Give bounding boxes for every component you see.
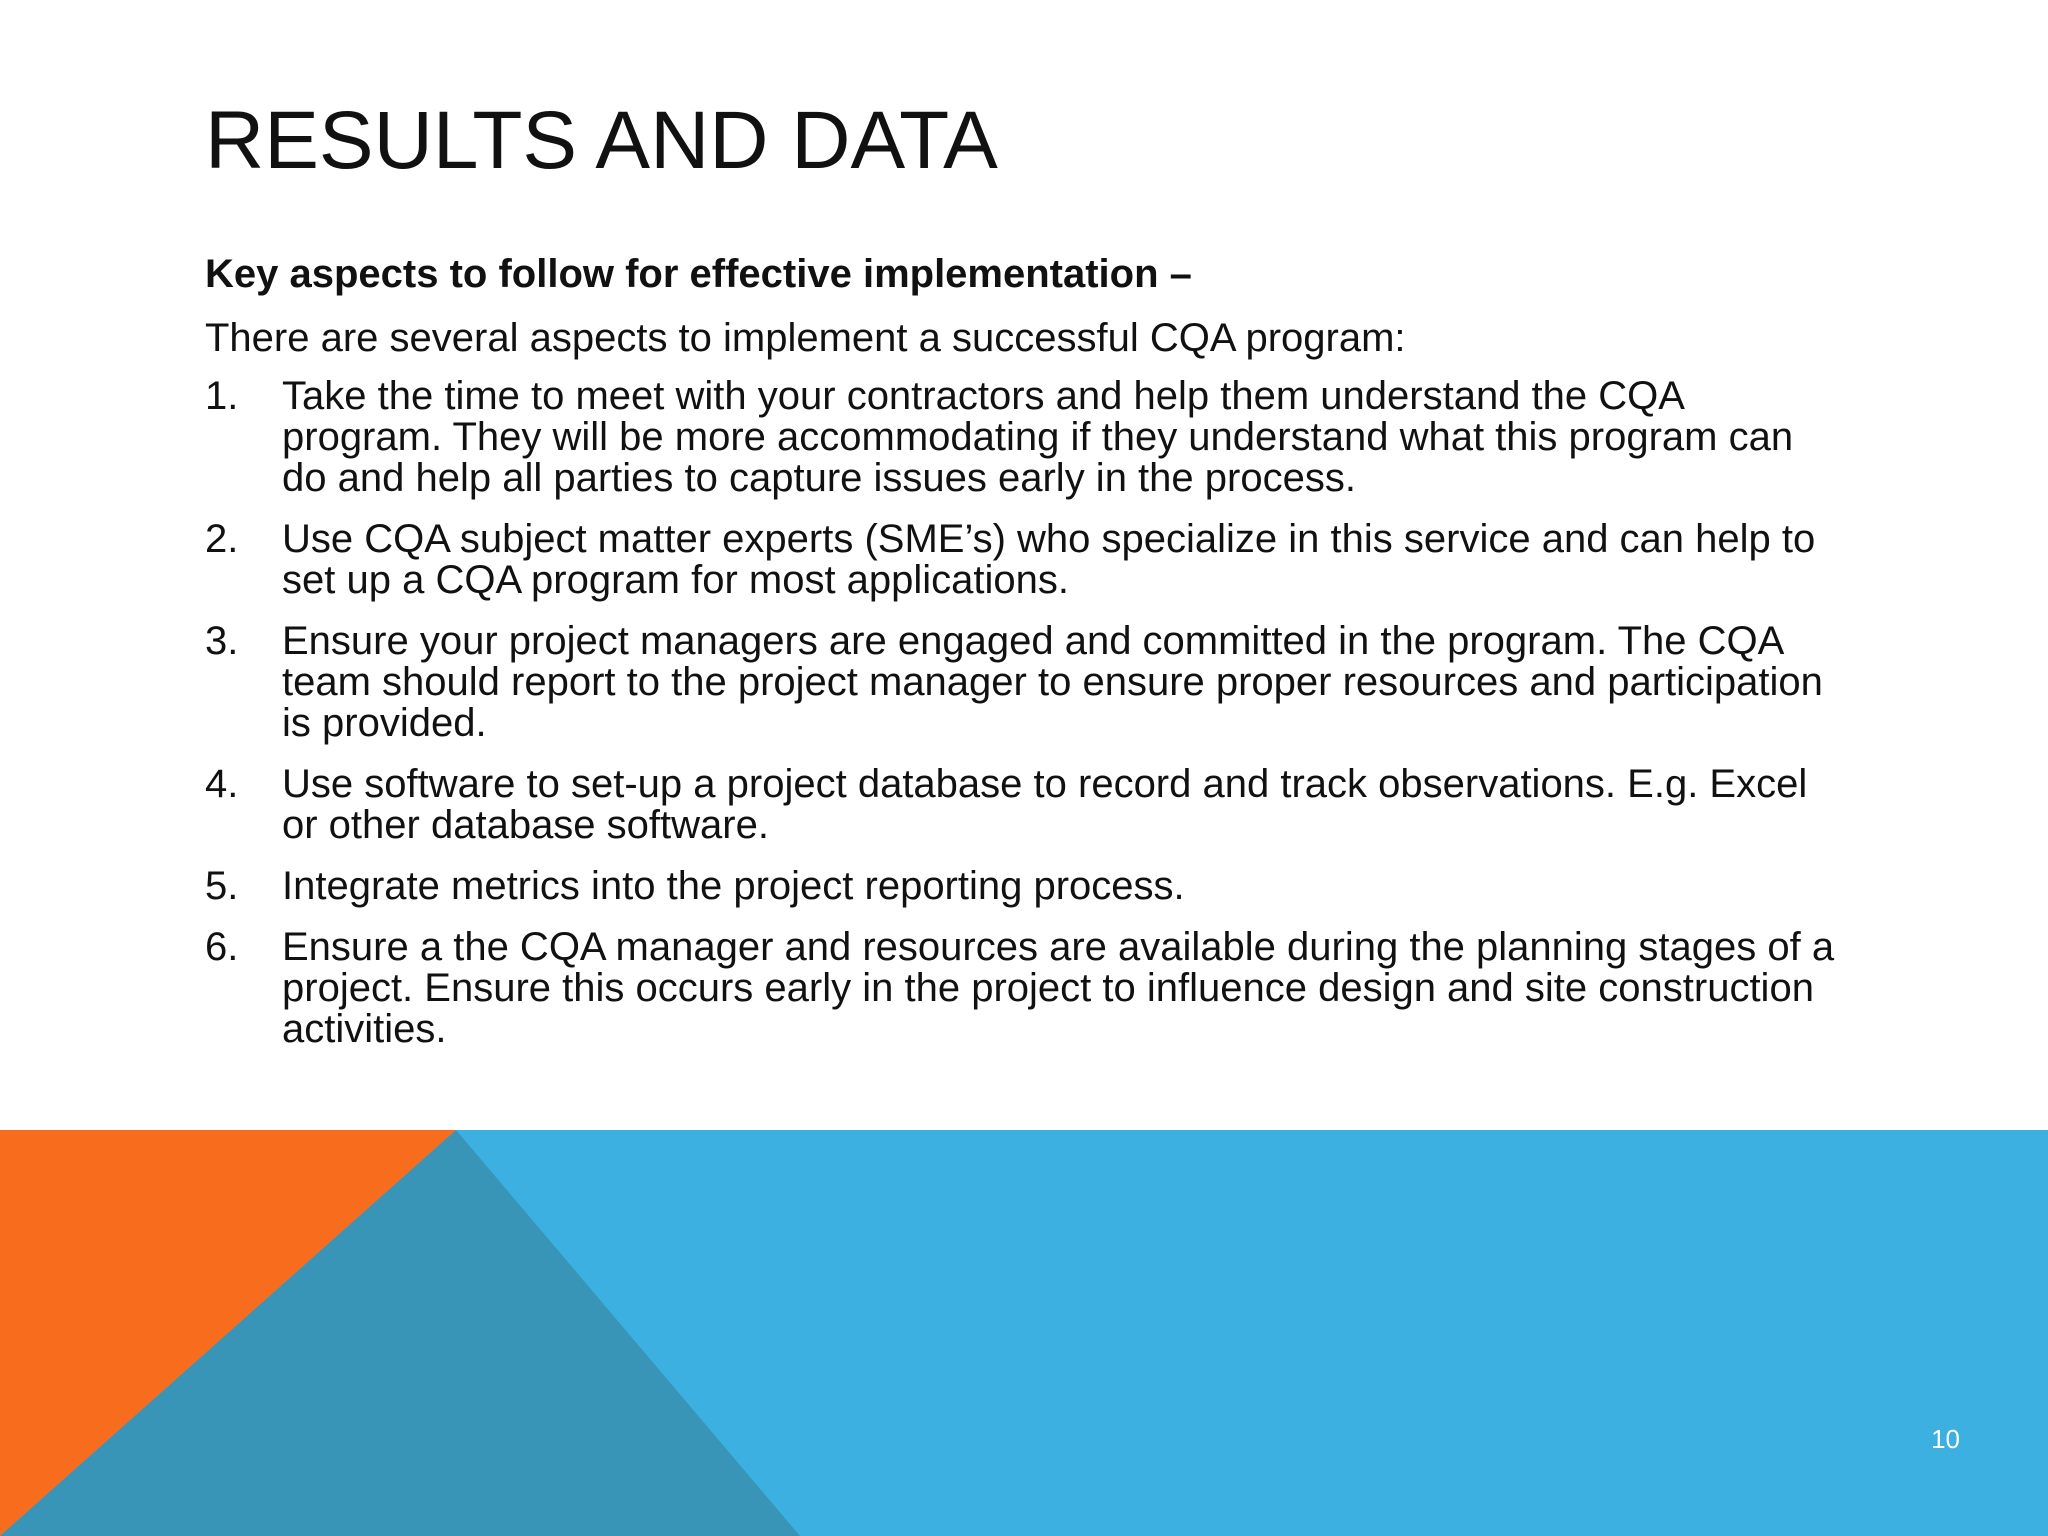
decorative-band (0, 1130, 2048, 1536)
subheading: Key aspects to follow for effective implementation – (205, 252, 1192, 296)
list-item (205, 866, 1845, 907)
step-text: Use software to set-up a project database to record and track observations. E.g. Excel or other database software. (282, 762, 1808, 847)
slide-title: RESULTS AND DATA (205, 95, 998, 186)
list-item (205, 764, 1845, 846)
list-item (205, 519, 1845, 601)
steps-list (205, 376, 1845, 1050)
step-text: Ensure your project managers are engaged and committed in the program. The CQA team should report to the project manager to ensure proper resources and participation is provided. (282, 619, 1823, 745)
step-number: 2. (205, 517, 239, 561)
intro-text: There are several aspects to implement a successful CQA program: (205, 316, 1406, 360)
step-text: Use CQA subject matter experts (SME’s) who specialize in this service and can help to set up a CQA program for most applications. (282, 517, 1816, 602)
step-text: Ensure a the CQA manager and resources are available during the planning stages of a project. Ensure this occurs early in the project to influence design and site construction activities. (282, 925, 1835, 1051)
step-number: 6. (205, 925, 239, 969)
list-item (205, 927, 1845, 1050)
step-text: Integrate metrics into the project reporting process. (282, 864, 1185, 908)
list-item (205, 621, 1845, 744)
step-number: 1. (205, 374, 239, 418)
list-item (205, 376, 1845, 499)
step-number: 4. (205, 762, 239, 806)
step-number: 5. (205, 864, 239, 908)
slide-body (205, 250, 1845, 1070)
step-number: 3. (205, 619, 239, 663)
step-text: Take the time to meet with your contractors and help them understand the CQA program. They will be more accommodating if they understand what this program can do and help all parties to capture issues early in the process. (282, 374, 1794, 500)
page-number: 10 (1931, 1424, 1960, 1454)
